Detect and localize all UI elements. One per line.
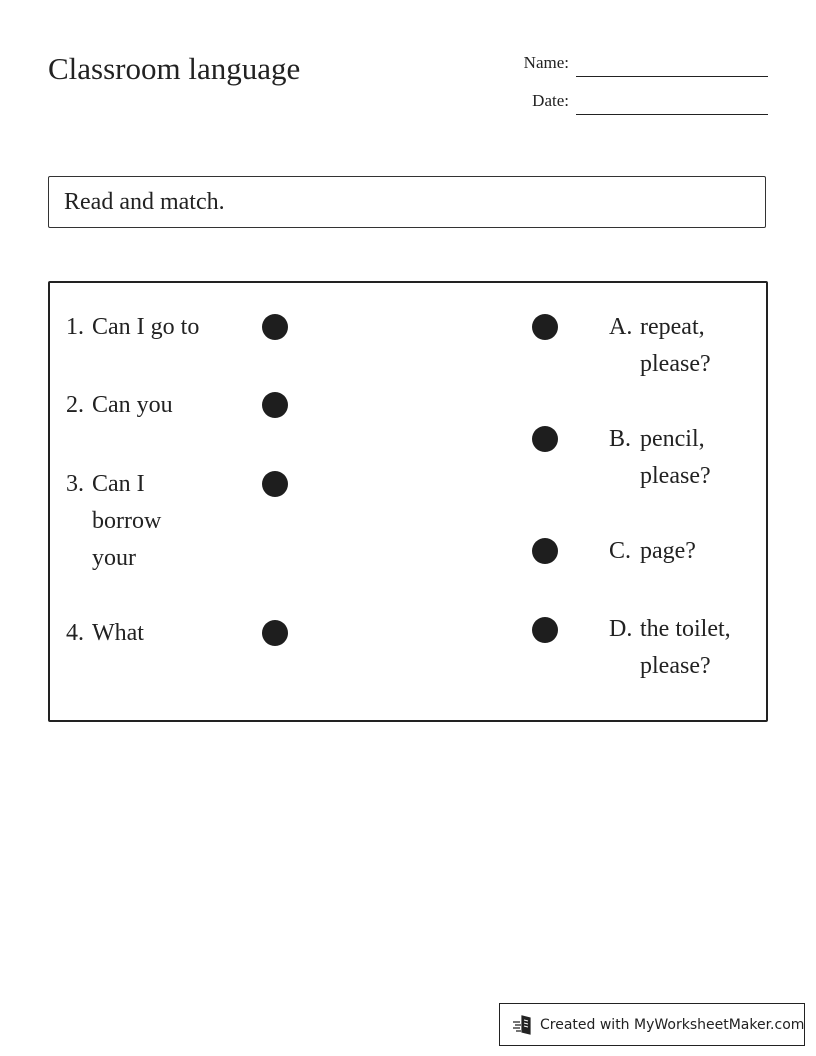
footer-credit-badge[interactable] xyxy=(499,1003,805,1046)
left-item-2 xyxy=(66,387,246,427)
name-label: Name: xyxy=(523,53,569,72)
left-match-dot-2[interactable] xyxy=(262,392,288,418)
right-item-letter: C. xyxy=(609,538,632,564)
right-item-letter: A. xyxy=(609,314,633,340)
right-item-a xyxy=(609,309,759,385)
right-item-text: pencil, please? xyxy=(640,426,711,489)
footer-credit-text: Created with MyWorksheetMaker.com xyxy=(540,1017,805,1033)
right-item-text: repeat, please? xyxy=(640,314,711,377)
right-item-letter: D. xyxy=(609,616,633,642)
left-item-text: Can you xyxy=(92,392,173,418)
left-item-number: 3. xyxy=(66,471,84,497)
date-label: Date: xyxy=(532,91,569,110)
right-match-dot-a[interactable] xyxy=(532,314,558,340)
left-item-number: 4. xyxy=(66,620,84,646)
right-match-dot-d[interactable] xyxy=(532,617,558,643)
left-match-dot-4[interactable] xyxy=(262,620,288,646)
worksheet-maker-logo-icon xyxy=(511,1013,535,1037)
left-item-3 xyxy=(66,466,246,580)
left-item-text: What xyxy=(92,620,144,646)
date-row xyxy=(500,90,768,114)
left-item-text: Can I go to xyxy=(92,314,200,340)
right-item-text: the toilet, please? xyxy=(640,616,731,679)
name-row xyxy=(500,52,768,76)
date-line[interactable] xyxy=(576,114,768,115)
left-match-dot-1[interactable] xyxy=(262,314,288,340)
instructions-box xyxy=(48,176,766,228)
right-match-dot-b[interactable] xyxy=(532,426,558,452)
left-item-1 xyxy=(66,309,246,349)
left-item-number: 2. xyxy=(66,392,84,418)
page-title: Classroom language xyxy=(48,51,301,86)
left-match-dot-3[interactable] xyxy=(262,471,288,497)
name-line[interactable] xyxy=(576,76,768,77)
left-item-4 xyxy=(66,615,246,655)
right-item-b xyxy=(609,421,759,497)
right-item-d xyxy=(609,611,759,687)
right-item-text: page? xyxy=(640,538,696,564)
right-item-letter: B. xyxy=(609,426,632,452)
instructions-text: Read and match. xyxy=(64,189,225,215)
matching-exercise-box xyxy=(48,281,768,722)
left-item-number: 1. xyxy=(66,314,84,340)
right-item-c xyxy=(609,533,759,573)
left-item-text: Can I borrow your xyxy=(92,471,162,571)
right-match-dot-c[interactable] xyxy=(532,538,558,564)
